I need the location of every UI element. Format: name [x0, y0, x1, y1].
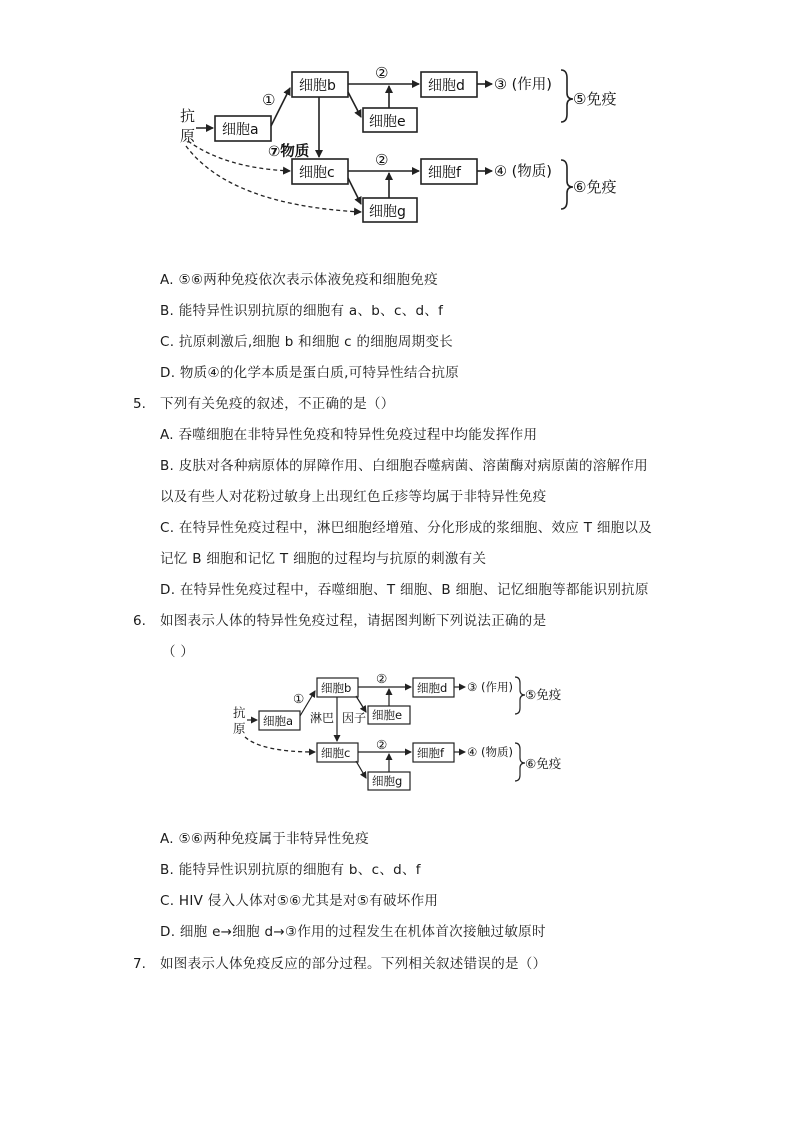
lymphokine-label: 因子 [342, 711, 367, 725]
q4-option-b: B. 能特异性识别抗原的细胞有 a、b、c、d、f [160, 303, 444, 319]
q5-option-c: C. 在特异性免疫过程中，淋巴细胞经增殖、分化形成的浆细胞、效应 T 细胞以及 [160, 520, 653, 536]
marker-3-effect: ③ (作用) [494, 77, 552, 93]
brace [561, 70, 573, 122]
q6-stem: 如图表示人体的特异性免疫过程，请据图判断下列说法正确的是 [160, 613, 547, 629]
cell-c-box [317, 743, 358, 762]
marker-2: ② [376, 737, 388, 752]
arrow [348, 178, 361, 204]
arrow [348, 92, 361, 117]
svg-text:细胞b: 细胞b [299, 78, 336, 94]
svg-text:细胞g: 细胞g [369, 204, 406, 220]
marker-7-substance: ⑦物质 [268, 144, 310, 160]
cell-b-box [317, 678, 358, 697]
arrow [356, 761, 366, 778]
q5-option-c-cont: 记忆 B 细胞和记忆 T 细胞的过程均与抗原的刺激有关 [160, 551, 487, 567]
antigen-label: 抗 [233, 705, 246, 720]
immune-diagram-2 [0, 665, 794, 805]
immunity-6-label: ⑥免疫 [525, 756, 562, 771]
cell-b-box [292, 72, 348, 97]
cell-f-box [413, 743, 454, 762]
cell-a-box [215, 116, 271, 141]
cell-e-box [368, 706, 410, 724]
marker-4-substance: ④ (物质) [494, 164, 552, 180]
q6-option-a: A. ⑤⑥两种免疫属于非特异性免疫 [160, 831, 369, 847]
immune-diagram-1 [0, 0, 794, 240]
q7-stem: 如图表示人体免疫反应的部分过程。下列相关叙述错误的是（） [160, 956, 547, 972]
q5-option-a: A. 吞噬细胞在非特异性免疫和特异性免疫过程中均能发挥作用 [160, 427, 538, 443]
question-number: 7. [133, 956, 146, 972]
svg-text:细胞g: 细胞g [372, 774, 403, 788]
cell-a-box [259, 711, 300, 730]
svg-text:细胞a: 细胞a [263, 714, 294, 728]
antigen-label: 原 [180, 127, 196, 145]
svg-text:细胞d: 细胞d [428, 78, 465, 94]
cell-e-box [363, 108, 417, 132]
svg-text:细胞c: 细胞c [299, 165, 335, 181]
lymphokine-label: 淋巴 [310, 711, 335, 725]
marker-2: ② [376, 671, 388, 686]
dashed-arrow [245, 737, 315, 752]
svg-text:细胞f: 细胞f [417, 746, 445, 760]
answer-parentheses: （ ） [162, 644, 195, 660]
immunity-5-label: ⑤免疫 [573, 90, 617, 108]
svg-text:细胞e: 细胞e [372, 708, 403, 722]
svg-text:细胞b: 细胞b [321, 681, 352, 695]
svg-text:细胞c: 细胞c [321, 746, 351, 760]
q4-option-c: C. 抗原刺激后,细胞 b 和细胞 c 的细胞周期变长 [160, 334, 454, 350]
cell-g-box [368, 772, 410, 790]
svg-text:细胞e: 细胞e [369, 114, 406, 130]
immunity-5-label: ⑤免疫 [525, 687, 562, 702]
arrow [356, 696, 366, 712]
marker-2: ② [375, 64, 389, 82]
svg-text:细胞a: 细胞a [222, 122, 259, 138]
q4-option-a: A. ⑤⑥两种免疫依次表示体液免疫和细胞免疫 [160, 272, 438, 288]
q4-option-d: D. 物质④的化学本质是蛋白质,可特异性结合抗原 [160, 365, 460, 381]
marker-4-substance: ④ (物质) [467, 745, 513, 759]
cell-d-box [421, 72, 477, 97]
question-number: 6. [133, 613, 146, 629]
antigen-label: 原 [233, 721, 246, 736]
q5-stem: 下列有关免疫的叙述，不正确的是（） [160, 396, 395, 412]
immunity-6-label: ⑥免疫 [573, 178, 617, 196]
svg-text:细胞f: 细胞f [428, 165, 461, 181]
cell-g-box [363, 198, 417, 222]
marker-3-effect: ③ (作用) [467, 680, 513, 694]
q5-option-d: D. 在特异性免疫过程中，吞噬细胞、T 细胞、B 细胞、记忆细胞等都能识别抗原 [160, 582, 649, 598]
cell-c-box [292, 159, 348, 184]
q5-option-b-cont: 以及有些人对花粉过敏身上出现红色丘疹等均属于非特异性免疫 [160, 489, 547, 505]
q5-option-b: B. 皮肤对各种病原体的屏障作用、白细胞吞噬病菌、溶菌酶对病原菌的溶解作用 [160, 458, 648, 474]
svg-text:细胞d: 细胞d [417, 681, 448, 695]
marker-1: ① [262, 91, 276, 109]
q6-option-c: C. HIV 侵入人体对⑤⑥尤其是对⑤有破坏作用 [160, 893, 439, 909]
q6-option-d: D. 细胞 e→细胞 d→③作用的过程发生在机体首次接触过敏原时 [160, 924, 546, 940]
cell-f-box [421, 159, 477, 184]
q6-option-b: B. 能特异性识别抗原的细胞有 b、c、d、f [160, 862, 421, 878]
antigen-label: 抗 [180, 107, 196, 125]
brace [561, 160, 573, 209]
brace [515, 743, 525, 781]
brace [515, 677, 525, 714]
marker-2: ② [375, 151, 389, 169]
cell-d-box [413, 678, 454, 697]
marker-1: ① [293, 691, 305, 706]
question-number: 5. [133, 396, 146, 412]
